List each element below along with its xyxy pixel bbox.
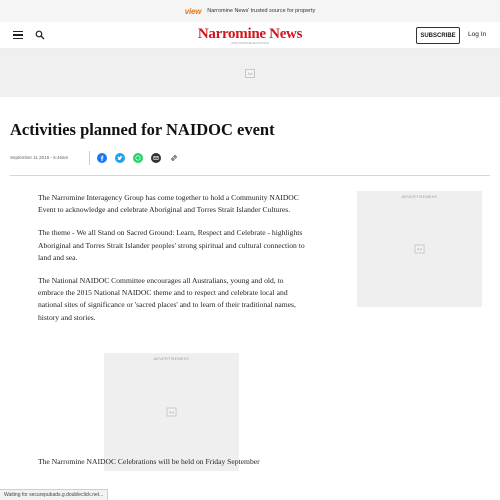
facebook-icon [99, 155, 105, 161]
promo-bar[interactable] [0, 0, 500, 22]
login-link[interactable]: Log In [468, 31, 487, 38]
article-paragraph: The National NAIDOC Committee encourages all Australians, young and old, to embrace the 2015 National NAIDOC theme and to respect and celebrate local and national sites of significance or 'sacred places' and to learn of their traditional names, history and stories. [38, 276, 296, 322]
ad-label: ADVERTISEMENT [153, 357, 190, 361]
section-divider [10, 175, 490, 176]
article-paragraph: The theme - We all Stand on Sacred Ground: Learn, Respect and Celebrate - highlights Aboriginal and Torres Strait Islander peoples' strong spiritual and cultural connection to land and sea. [38, 228, 305, 262]
ad-badge: Ad [245, 69, 256, 78]
view-logo: view [184, 6, 202, 16]
whatsapp-icon [135, 155, 141, 161]
sidebar-ad[interactable] [357, 191, 482, 307]
article-title: Activities planned for NAIDOC event [10, 120, 275, 139]
copy-link-icon[interactable] [170, 154, 178, 162]
article-date: September 11 2015 - 6:46am [10, 155, 69, 160]
promo-text[interactable]: Narromine News' trusted source for property [207, 8, 316, 14]
twitter-icon [117, 155, 123, 161]
share-whatsapp-button[interactable] [133, 153, 143, 163]
browser-status-bar: Waiting for securepubads.g.doubleclick.net... [0, 489, 108, 500]
subscribe-button[interactable]: SUBSCRIBE [416, 27, 460, 44]
ad-badge: Ad [414, 245, 425, 254]
inline-ad[interactable] [104, 353, 239, 471]
divider [89, 151, 90, 165]
article-paragraph: The Narromine Interagency Group has come together to hold a Community NAIDOC Event to acknowledge and celebrate Aboriginal and Torres Strait Islander Cultures. [38, 193, 299, 215]
brand-tagline: AND TRANGIE ADVOCATE [231, 41, 269, 45]
email-icon [153, 155, 159, 161]
article-paragraph: The Narromine NAIDOC Celebrations will be held on Friday September [38, 457, 260, 466]
site-header [0, 22, 500, 49]
share-facebook-button[interactable] [97, 153, 107, 163]
share-twitter-button[interactable] [115, 153, 125, 163]
leaderboard-ad[interactable] [0, 49, 500, 97]
article-body [38, 192, 310, 335]
ad-label: ADVERTISEMENT [401, 195, 438, 199]
ad-badge: Ad [166, 408, 177, 417]
brand-name: Narromine News [197, 26, 303, 42]
share-email-button[interactable] [151, 153, 161, 163]
